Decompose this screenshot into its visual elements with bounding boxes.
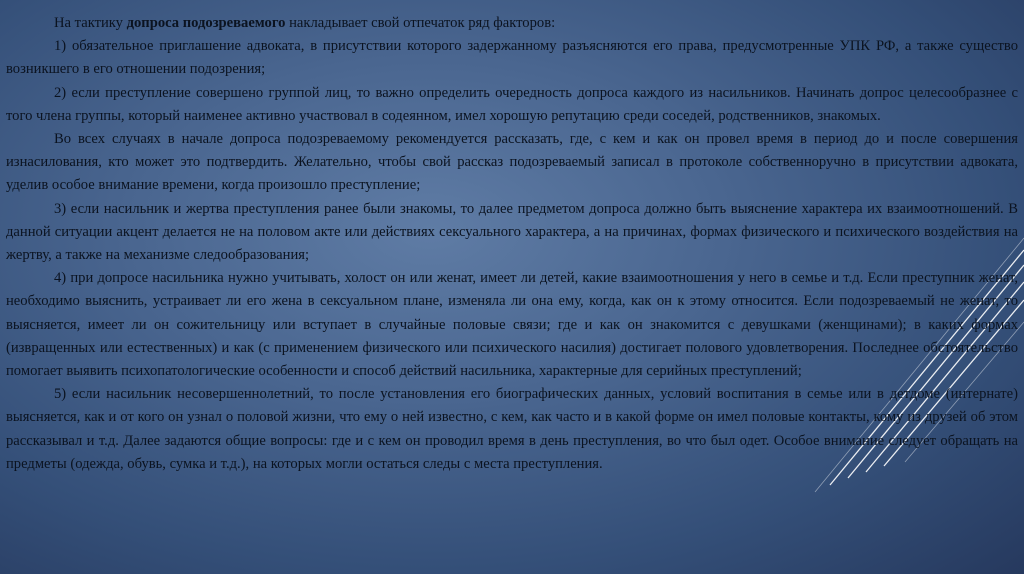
intro-paragraph [6, 12, 1018, 35]
paragraph-5: 4) при допросе насильника нужно учитывать, холост он или женат, имеет ли детей, какие взаимоотношения у него в семье и т.д. Если преступник женат, необходимо выяснить, устраивает ли его жена в сексуальном плане, изменяла ли она ему, когда, как он к этому относится. Если подозреваемый не женат, то выясняется, имеет ли он сожительницу или вступает в случайные половые связи; где и как он знакомится с девушками (женщинами); в каких формах (извращенных или естественных) и как (с применением физического или психического насилия) достигает полового удовлетворения. Последнее обстоятельство помогает выявить психопатологические особенности и способ действий насильника, характерные для серийных преступлений; [6, 270, 1018, 380]
body-text [6, 12, 1018, 476]
paragraph-4: 3) если насильник и жертва преступления ранее были знакомы, то далее предметом допроса должно быть выяснение характера их взаимоотношений. В данной ситуации акцент делается не на половом акте или действиях сексуального характера, а на причинах, формах физического и психического воздействия на жертву, а также на механизме следообразования; [6, 200, 1018, 264]
paragraph-2: 2) если преступление совершено группой лиц, то важно определить очередность допроса каждого из насильников. Начинать допрос целесообразнее с того члена группы, который наименее активно участвовал в содеянном, имел хорошую репутацию среди соседей, родственников, знакомых. [6, 84, 1018, 124]
intro-before: На тактику [54, 15, 127, 31]
paragraph-6: 5) если насильник несовершеннолетний, то после установления его биографических данных, условий воспитания в семье или в детдоме (интернате) выясняется, как и от кого он узнал о половой жизни, что ему о ней известно, с кем, как часто и в какой форме он имел половые контакты, кому из друзей об этом рассказывал и т.д. Далее задаются общие вопросы: где и с кем он проводил время в день преступления, во что был одет. Особое внимание следует обращать на предметы (одежда, обувь, сумка и т.д.), на которых могли остаться следы с места преступления. [6, 386, 1018, 472]
paragraph-3: Во всех случаях в начале допроса подозреваемому рекомендуется рассказать, где, с кем и как он провел время в период до и после совершения изнасилования, кто может это подтвердить. Желательно, чтобы свой рассказ подозреваемый записал в протоколе собственноручно в присутствии адвоката, уделив особое внимание времени, когда произошло преступление; [6, 131, 1018, 194]
intro-after: накладывает свой отпечаток ряд факторов: [285, 15, 556, 31]
intro-bold-term: допроса подозреваемого [126, 15, 286, 31]
paragraph-1: 1) обязательное приглашение адвоката, в присутствии которого задержанному разъясняются его права, предусмотренные УПК РФ, а также существо возникшего в его отношении подозрения; [6, 38, 1018, 78]
